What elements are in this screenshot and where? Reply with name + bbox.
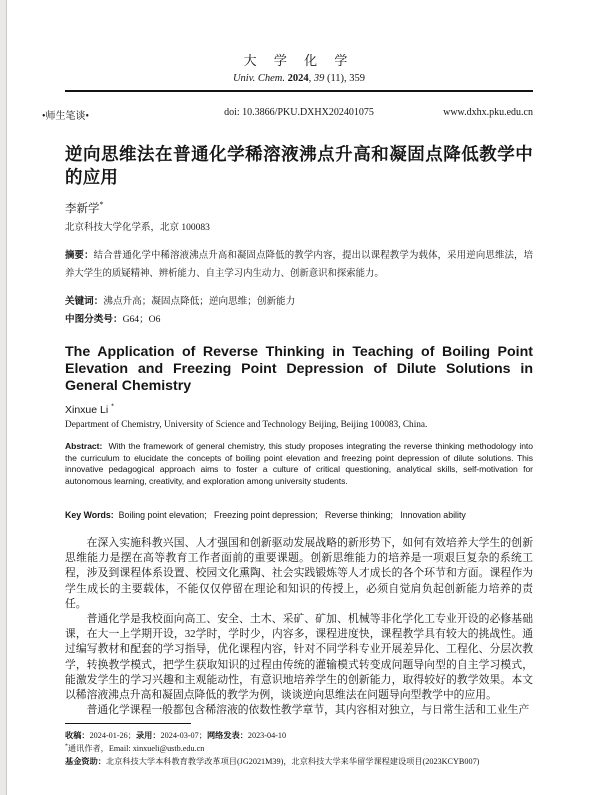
- cn-author-name: 李新学: [65, 203, 100, 215]
- en-author-asterisk: *: [111, 401, 114, 411]
- en-author: [65, 401, 533, 416]
- citation-comma: ,: [308, 73, 314, 84]
- journal-abbrev: Univ. Chem.: [232, 73, 288, 84]
- cn-abstract-text: 结合普通化学中稀溶液沸点升高和凝固点降低的教学内容，提出以课程教学为载体，采用逆向思维法，培养大学生的质疑精神、辨析能力、自主学习内生动力、创新意识和探索能力。: [65, 251, 533, 279]
- citation-rest: (11), 359: [324, 73, 366, 84]
- cn-author-asterisk: *: [99, 200, 104, 210]
- funding-label: 基金资助：: [65, 757, 106, 766]
- online-date: 2023-04-10: [247, 731, 287, 740]
- journal-title: 大 学 化 学: [243, 53, 355, 68]
- cn-keywords-text: 沸点升高；凝固点降低；逆向思维；创新能力: [103, 296, 296, 307]
- funding-text: 北京科技大学本科教育教学改革项目(JG2021M39)，北京科技大学来华留学课程建设项目(2023KCYB007): [105, 757, 480, 766]
- clc-label: 中图分类号：: [65, 314, 123, 325]
- en-abstract: [65, 441, 533, 487]
- cn-keywords: [65, 293, 533, 307]
- header-rule: [65, 90, 533, 92]
- column-tag: •师生笔谈•: [42, 111, 90, 122]
- body-paragraph: 普通化学课程一般都包含稀溶液的依数性教学章节，其内容相对独立，与日常生活和工业生产: [86, 704, 530, 717]
- clc-text: G64；O6: [122, 314, 161, 325]
- body-paragraph: 在深入实施科教兴国、人才强国和创新驱动发展战略的新形势下，如何有效培养大学生的创新思维能力是摆在高等教育工作者面前的重要课题。创新思维能力的培养是一项艰巨复杂的系统工程，涉及到课程体系设置、校园文化熏陶、社会实践锻炼等人才成长的各个环节和方面。课程作为学生成长的主要载体，不能仅仅停留在理论和知识的传授上，必须自觉肩负起创新能力培养的责任。: [65, 537, 533, 610]
- body-paragraph: 普通化学是我校面向高工、安全、土木、采矿、矿加、机械等非化学化工专业开设的必修基础课，在大一上学期开设，32学时，学时少，内容多，课程进度快，课程教学具有较大的挑战性。通过编写教材和配套的学习指导，优化课程内容，针对不同学科专业开展差异化、工程化、分层次教学，转换教学模式，把学生获取知识的过程由传统的灌输模式转变成问题导向型的自主学习模式，能激发学生的学习兴趣和主观能动性，有意识地培养学生的创新能力，取得较好的教学效果。本文以稀溶液沸点升高和凝固点降低的教学为例，谈谈逆向思维法在问题导向型教学中的应用。: [65, 613, 533, 702]
- en-keywords-text: Boiling point elevation; Freezing point depression; Reverse thinking; Innovation ability: [118, 510, 466, 520]
- footnote-dates: [65, 730, 533, 741]
- en-author-name: Xinxue Li: [65, 404, 112, 416]
- email-link[interactable]: xinxueli@ustb.edu.cn: [132, 744, 205, 753]
- cn-abstract: [65, 248, 533, 283]
- citation-year: 2024: [287, 73, 309, 84]
- corresponding-label: 通讯作者，Email:: [67, 744, 133, 753]
- page-edge-strip: [0, 0, 7, 795]
- footnote-corresponding: [65, 743, 533, 754]
- en-abstract-label: Abstract:: [65, 441, 109, 451]
- accepted-label: 录用：: [135, 731, 161, 740]
- website-link[interactable]: www.dxhx.pku.edu.cn: [443, 107, 533, 118]
- en-keywords-label: Key Words:: [65, 510, 119, 520]
- cn-author: [65, 200, 533, 216]
- en-abstract-text: With the framework of general chemistry, this study proposes integrating the reverse thinking methodology into the curriculum to elucidate the concepts of boiling point elevation and freezing point depression of dilute solutions. This innovative pedagogical approach aims to foster a culture of critical questioning, analytical skills, self-motivation for autonomous learning, creativity, and exploration among university students.: [65, 441, 533, 486]
- accepted-date: 2024-03-07；: [160, 731, 207, 740]
- received-label: 收稿：: [65, 731, 90, 740]
- citation-line: [65, 73, 533, 84]
- online-label: 网络发表：: [206, 731, 248, 740]
- footnote-rule: [65, 723, 191, 724]
- cn-abstract-label: 摘要：: [65, 251, 94, 261]
- body-text: [65, 536, 533, 718]
- citation-volume: 39: [313, 73, 325, 84]
- clc-line: [65, 311, 533, 325]
- corresponding-asterisk: *: [65, 743, 68, 750]
- cn-keywords-label: 关键词：: [65, 296, 104, 307]
- footnote-funding: [65, 756, 533, 767]
- en-affiliation: Department of Chemistry, University of Science and Technology Beijing, Beijing 100083, China.: [65, 420, 428, 430]
- cn-affiliation: 北京科技大学化学系，北京 100083: [65, 223, 210, 233]
- doi-text[interactable]: doi: 10.3866/PKU.DXHX202401075: [224, 107, 374, 118]
- received-date: 2024-01-26；: [89, 731, 136, 740]
- en-title: The Application of Reverse Thinking in Teaching of Boiling Point Elevation and Freezing Point Depression of Dilute Solutions in General Chemistry: [65, 344, 533, 394]
- cn-title: 逆向思维法在普通化学稀溶液沸点升高和凝固点降低教学中的应用: [65, 144, 533, 187]
- en-keywords: [65, 510, 533, 520]
